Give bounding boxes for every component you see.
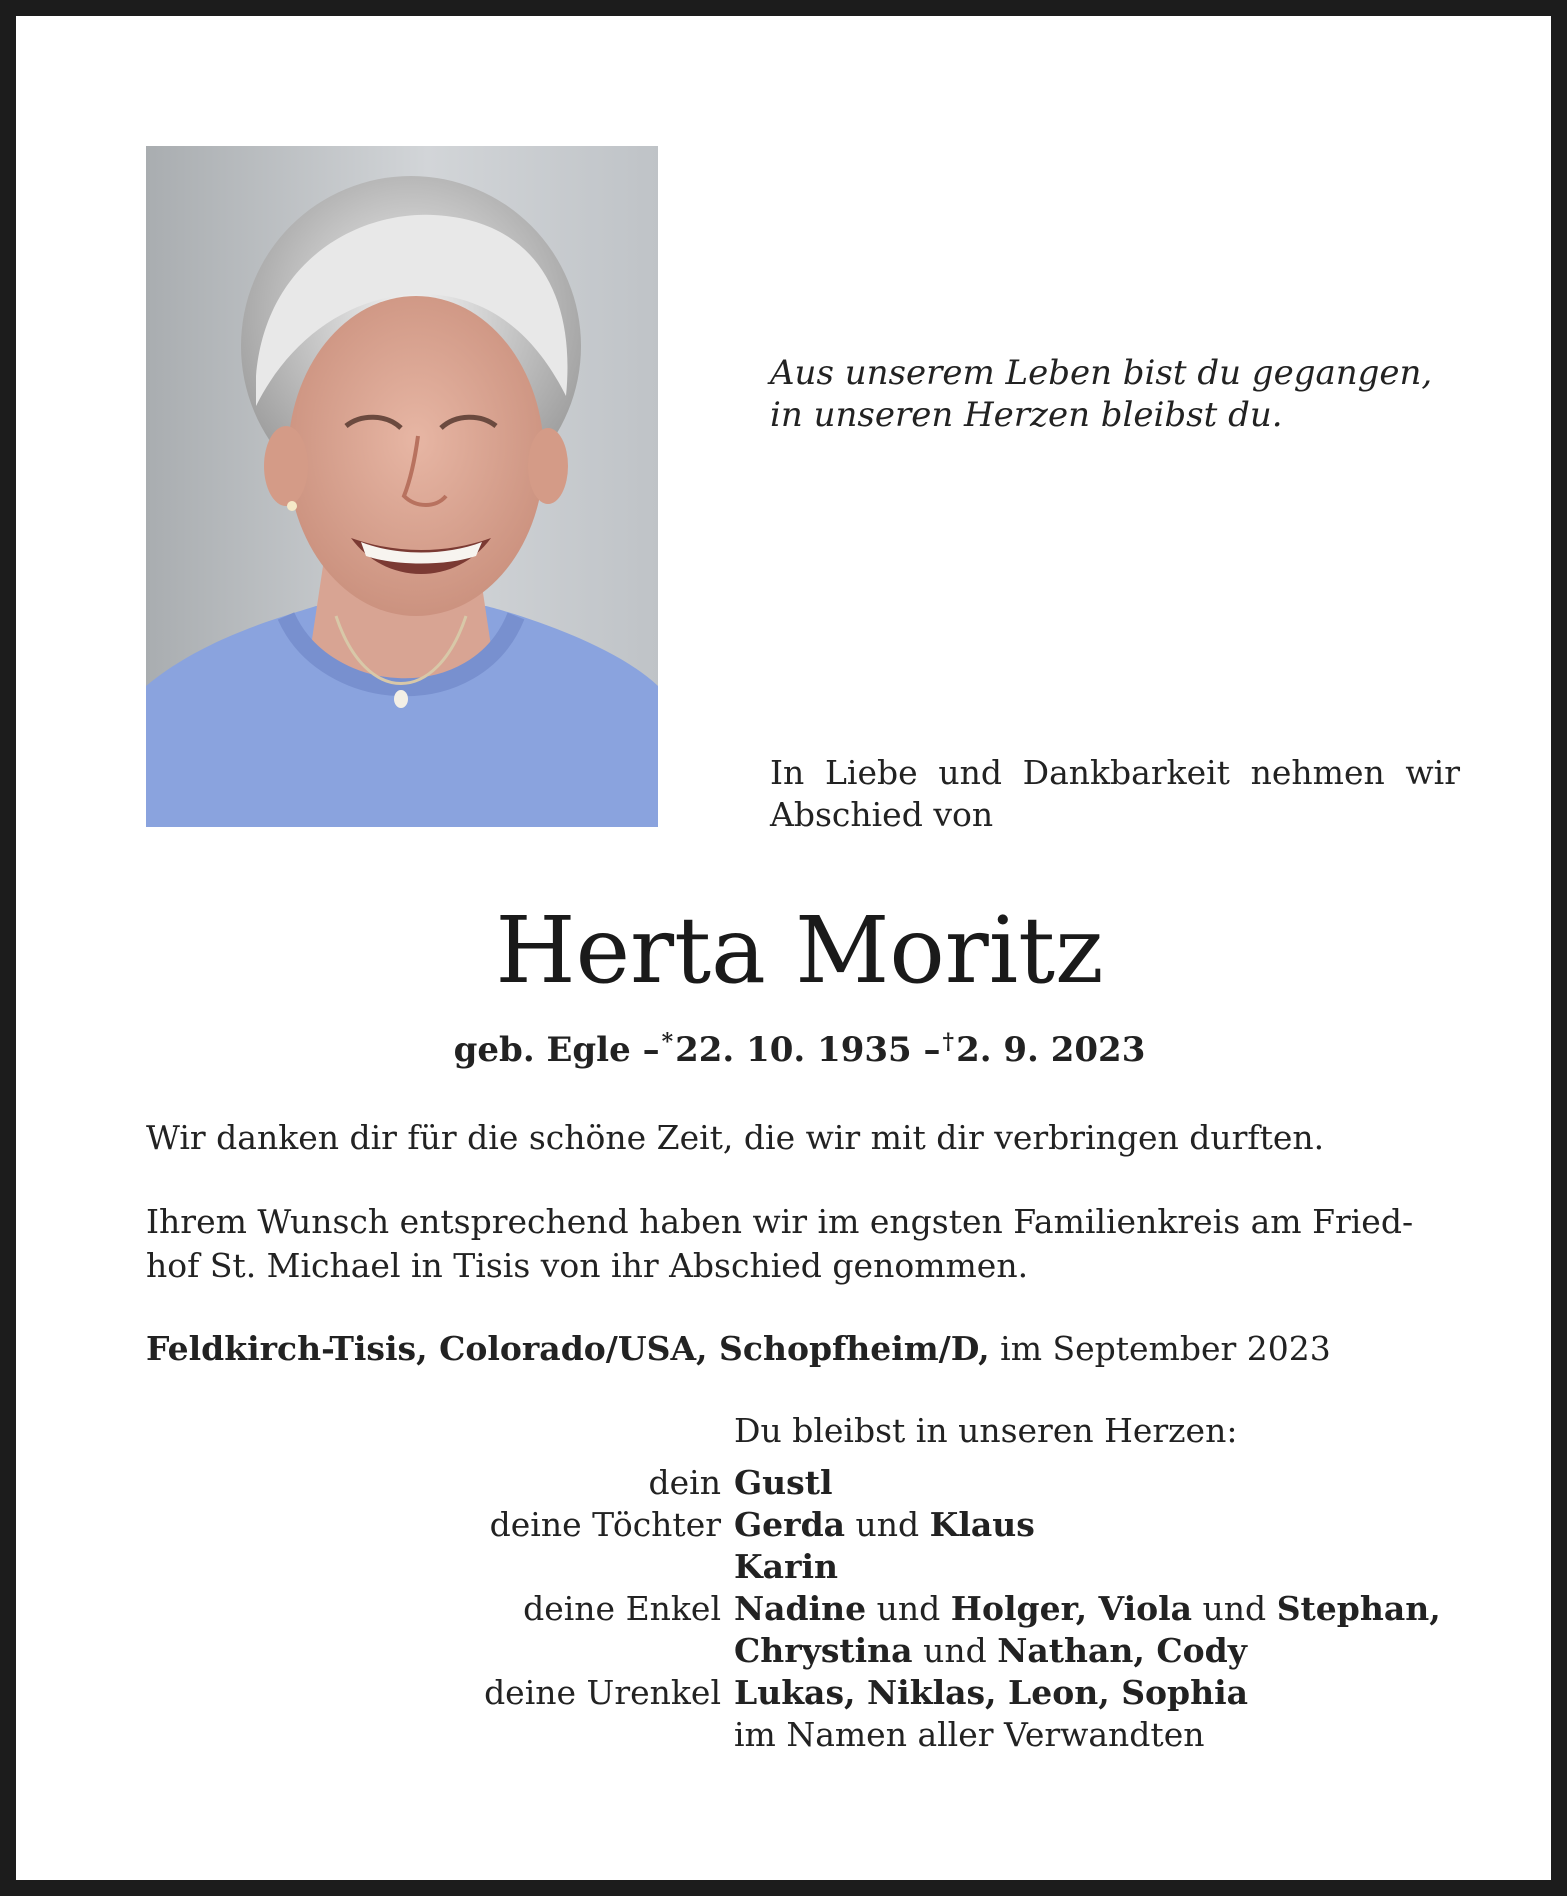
family-row <box>16 1504 1567 1546</box>
and-word: und <box>876 1589 941 1628</box>
deceased-name: Herta Moritz <box>495 897 1104 1004</box>
death-symbol: † <box>942 1029 955 1055</box>
and-word: und <box>1202 1589 1267 1628</box>
family-row <box>16 1462 1567 1504</box>
separator-dash: – <box>642 1030 660 1070</box>
birth-date: 22. 10. 1935 <box>675 1030 912 1070</box>
place-date-line <box>146 1327 1456 1371</box>
lifespan-line <box>16 1019 1567 1073</box>
quote-line: in unseren Herzen bleibst du. <box>770 395 1283 435</box>
family-row <box>16 1714 1567 1756</box>
family-name: Lukas, Niklas, Leon, Sophia <box>734 1673 1249 1712</box>
closing-lead: Du bleibst in unseren Herzen: <box>734 1411 1238 1450</box>
family-name: Klaus <box>929 1505 1035 1544</box>
funeral-paragraph <box>146 1200 1456 1288</box>
relation-label: deine Enkel <box>523 1589 721 1628</box>
family-name: Karin <box>734 1547 838 1586</box>
family-name: Nathan, Cody <box>997 1631 1247 1670</box>
and-word: und <box>855 1505 920 1544</box>
relation-label: deine Töchter <box>489 1505 721 1544</box>
family-name: Gerda <box>734 1505 846 1544</box>
paragraph-line: Ihrem Wunsch entsprechend haben wir im engsten Familienkreis am Fried- <box>146 1202 1414 1241</box>
birth-symbol: * <box>661 1029 674 1055</box>
portrait-photo <box>146 146 658 827</box>
relation-label: deine Urenkel <box>484 1673 721 1712</box>
places: Feldkirch-Tisis, Colorado/USA, Schopfheim/D, <box>146 1329 990 1368</box>
quote-line: Aus unserem Leben bist du gegangen, <box>770 353 1433 393</box>
family-row <box>16 1588 1567 1630</box>
family-list <box>16 1462 1567 1756</box>
family-row <box>16 1630 1567 1672</box>
family-name: Gustl <box>734 1463 833 1502</box>
separator-dash: – <box>923 1030 941 1070</box>
relation-label: dein <box>648 1463 721 1502</box>
family-name: Stephan, <box>1276 1589 1441 1628</box>
farewell-intro: In Liebe und Dankbarkeit nehmen wir Abschied von <box>770 753 1460 834</box>
family-row <box>16 1672 1567 1714</box>
family-name: Holger, Viola <box>950 1589 1193 1628</box>
and-word: und <box>923 1631 987 1670</box>
paragraph-line: Wir danken dir für die schöne Zeit, die wir mit dir verbringen durften. <box>146 1118 1325 1157</box>
month-year: im September 2023 <box>1000 1329 1331 1368</box>
family-row <box>16 1546 1567 1588</box>
thanks-paragraph <box>146 1116 1456 1160</box>
relatives-note: im Namen aller Verwandten <box>734 1715 1205 1754</box>
family-name: Chrystina <box>734 1631 913 1670</box>
birth-name: geb. Egle <box>453 1030 631 1070</box>
family-name: Nadine <box>734 1589 867 1628</box>
death-date: 2. 9. 2023 <box>956 1030 1146 1070</box>
memorial-quote <box>770 352 1432 436</box>
paragraph-line: hof St. Michael in Tisis von ihr Abschied genommen. <box>146 1246 1029 1285</box>
